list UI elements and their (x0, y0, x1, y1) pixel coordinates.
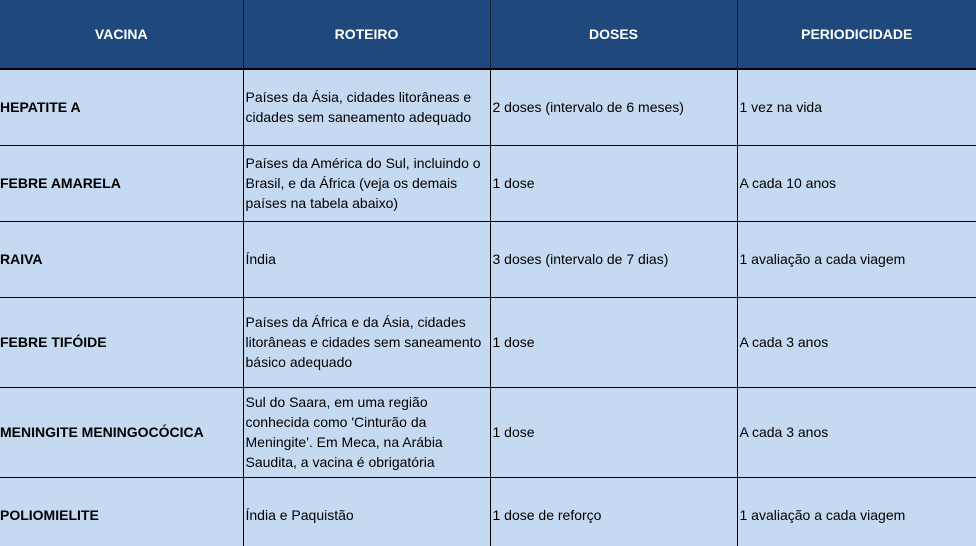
cell-periodicidade: A cada 3 anos (737, 387, 976, 477)
cell-vacina: HEPATITE A (0, 69, 243, 145)
cell-doses: 2 doses (intervalo de 6 meses) (490, 69, 737, 145)
cell-periodicidade: A cada 3 anos (737, 297, 976, 387)
cell-vacina: RAIVA (0, 221, 243, 297)
table-row (0, 297, 976, 387)
table-row (0, 145, 976, 221)
cell-periodicidade: 1 vez na vida (737, 69, 976, 145)
table-row (0, 69, 976, 145)
table-row (0, 477, 976, 546)
cell-doses: 1 dose (490, 145, 737, 221)
cell-doses: 1 dose (490, 297, 737, 387)
cell-roteiro: Índia e Paquistão (243, 477, 490, 546)
cell-periodicidade: 1 avaliação a cada viagem (737, 221, 976, 297)
cell-roteiro: Países da Ásia, cidades litorâneas e cidades sem saneamento adequado (243, 69, 490, 145)
header-periodicidade: PERIODICIDADE (737, 0, 976, 69)
cell-vacina: MENINGITE MENINGOCÓCICA (0, 387, 243, 477)
table-row (0, 387, 976, 477)
header-row (0, 0, 976, 69)
cell-vacina: FEBRE AMARELA (0, 145, 243, 221)
cell-roteiro: Índia (243, 221, 490, 297)
cell-doses: 3 doses (intervalo de 7 dias) (490, 221, 737, 297)
table-body (0, 69, 976, 546)
header-doses: DOSES (490, 0, 737, 69)
cell-roteiro: Sul do Saara, em uma região conhecida como 'Cinturão da Meningite'. Em Meca, na Arábia Saudita, a vacina é obrigatória (243, 387, 490, 477)
cell-periodicidade: A cada 10 anos (737, 145, 976, 221)
table-row (0, 221, 976, 297)
cell-roteiro: Países da África e da Ásia, cidades litorâneas e cidades sem saneamento básico adequado (243, 297, 490, 387)
header-vacina: VACINA (0, 0, 243, 69)
cell-roteiro: Países da América do Sul, incluindo o Brasil, e da África (veja os demais países na tabela abaixo) (243, 145, 490, 221)
cell-vacina: FEBRE TIFÓIDE (0, 297, 243, 387)
cell-doses: 1 dose (490, 387, 737, 477)
cell-vacina: POLIOMIELITE (0, 477, 243, 546)
cell-periodicidade: 1 avaliação a cada viagem (737, 477, 976, 546)
header-roteiro: ROTEIRO (243, 0, 490, 69)
table-header (0, 0, 976, 69)
cell-doses: 1 dose de reforço (490, 477, 737, 546)
